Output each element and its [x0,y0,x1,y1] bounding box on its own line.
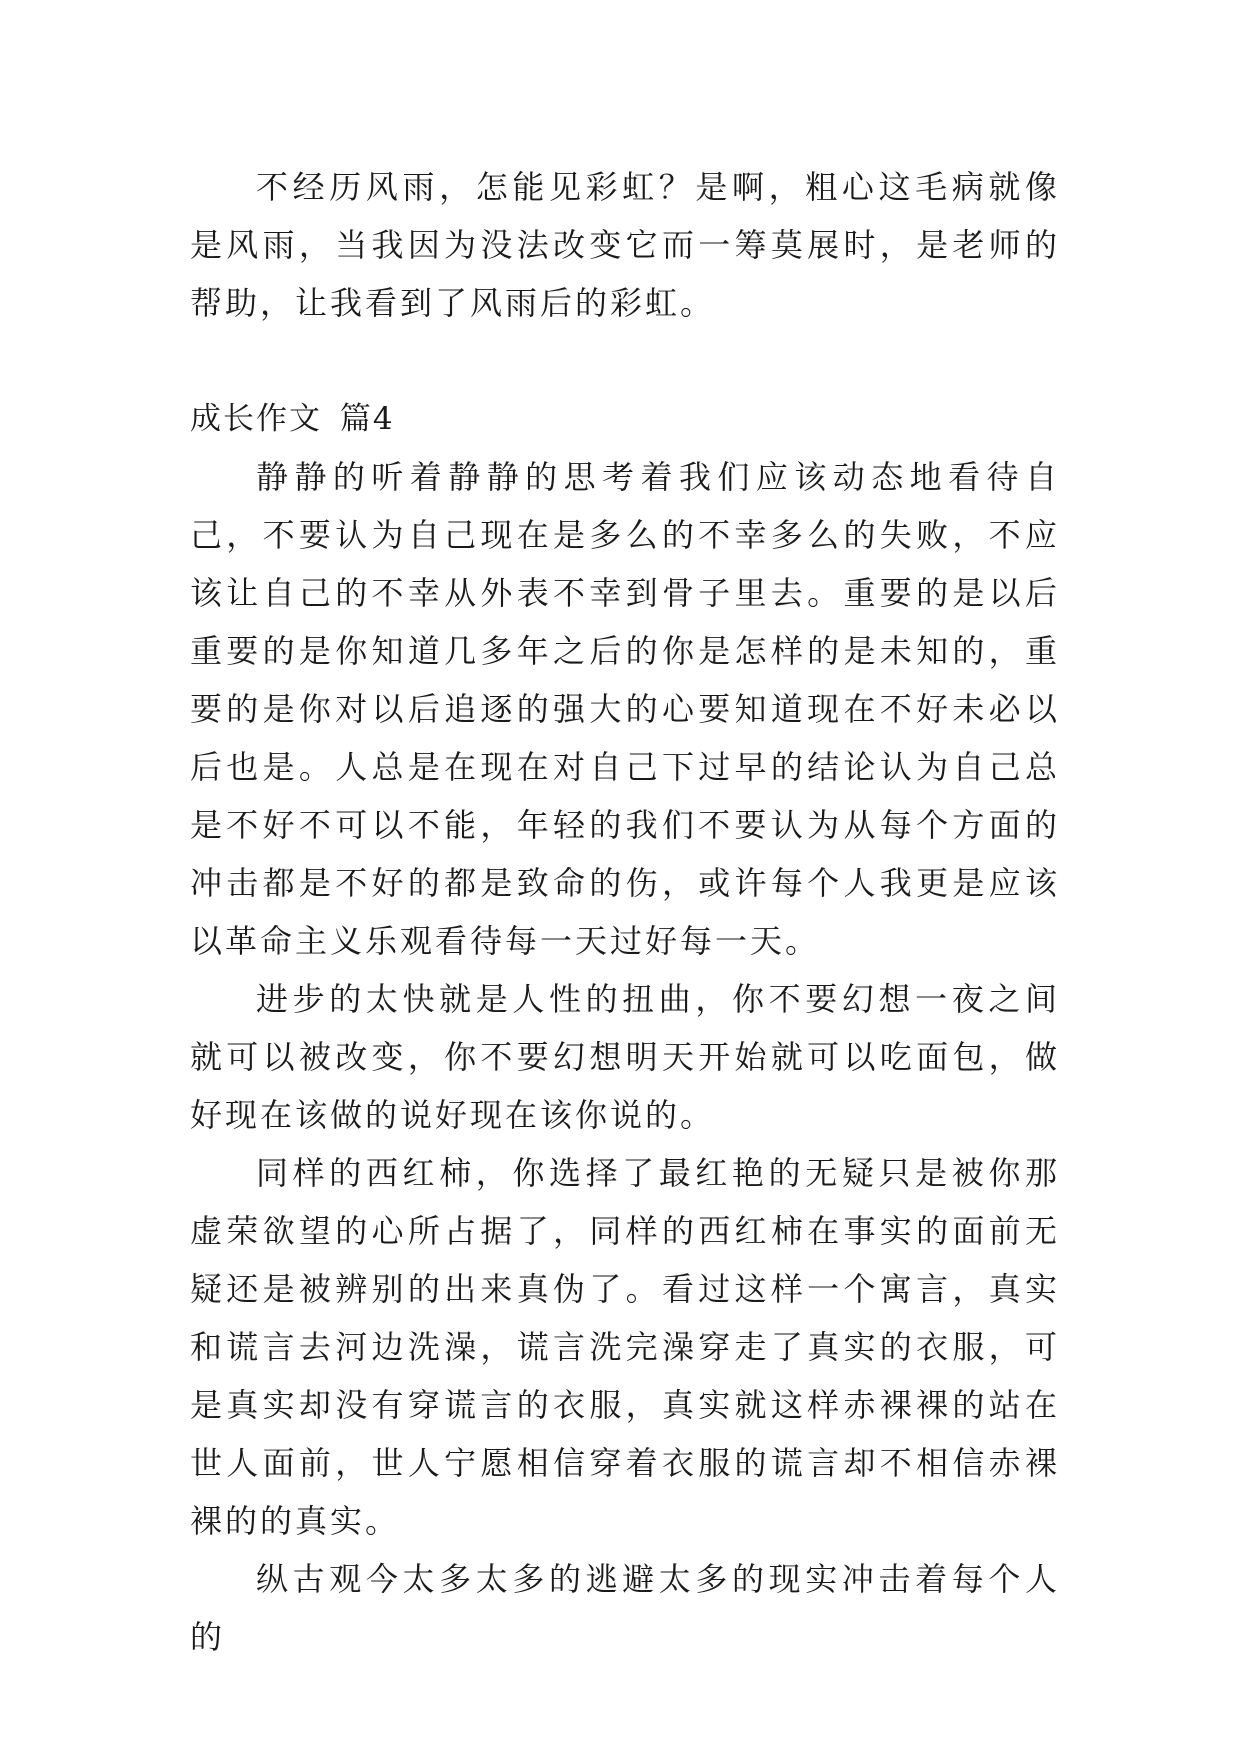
body-paragraph-3: 同样的西红柿，你选择了最红艳的无疑只是被你那虚荣欲望的心所占据了，同样的西红柿在事实的面前无疑还是被辨别的出来真伪了。看过这样一个寓言，真实和谎言去河边洗澡，谎言洗完澡穿走了真实的衣服，可是真实却没有穿谎言的衣服，真实就这样赤裸裸的站在世人面前，世人宁愿相信穿着衣服的谎言却不相信赤裸裸的的真实。 [190,1154,1060,1540]
body-paragraph-1: 静静的听着静静的思考着我们应该动态地看待自己，不要认为自己现在是多么的不幸多么的失败，不应该让自己的不幸从外表不幸到骨子里去。重要的是以后重要的是你知道几多年之后的你是怎样的是未知的，重要的是你对以后追逐的强大的心要知道现在不好未必以后也是。人总是在现在对自己下过早的结论认为自己总是不好不可以不能，年轻的我们不要认为从每个方面的冲击都是不好的都是致命的伤，或许每个人我更是应该以革命主义乐观看待每一天过好每一天。 [190,458,1060,960]
body-paragraph-2: 进步的太快就是人性的扭曲，你不要幻想一夜之间就可以被改变，你不要幻想明天开始就可以吃面包，做好现在该做的说好现在该你说的。 [190,980,1060,1134]
body-paragraph-4: 纵古观今太多太多的逃避太多的现实冲击着每个人的 [190,1560,1060,1656]
intro-paragraph: 不经历风雨，怎能见彩虹？是啊，粗心这毛病就像是风雨，当我因为没法改变它而一筹莫展时，是老师的帮助，让我看到了风雨后的彩虹。 [190,168,1060,322]
document-body [190,158,1060,1666]
section-heading: 成长作文 篇4 [190,401,395,437]
